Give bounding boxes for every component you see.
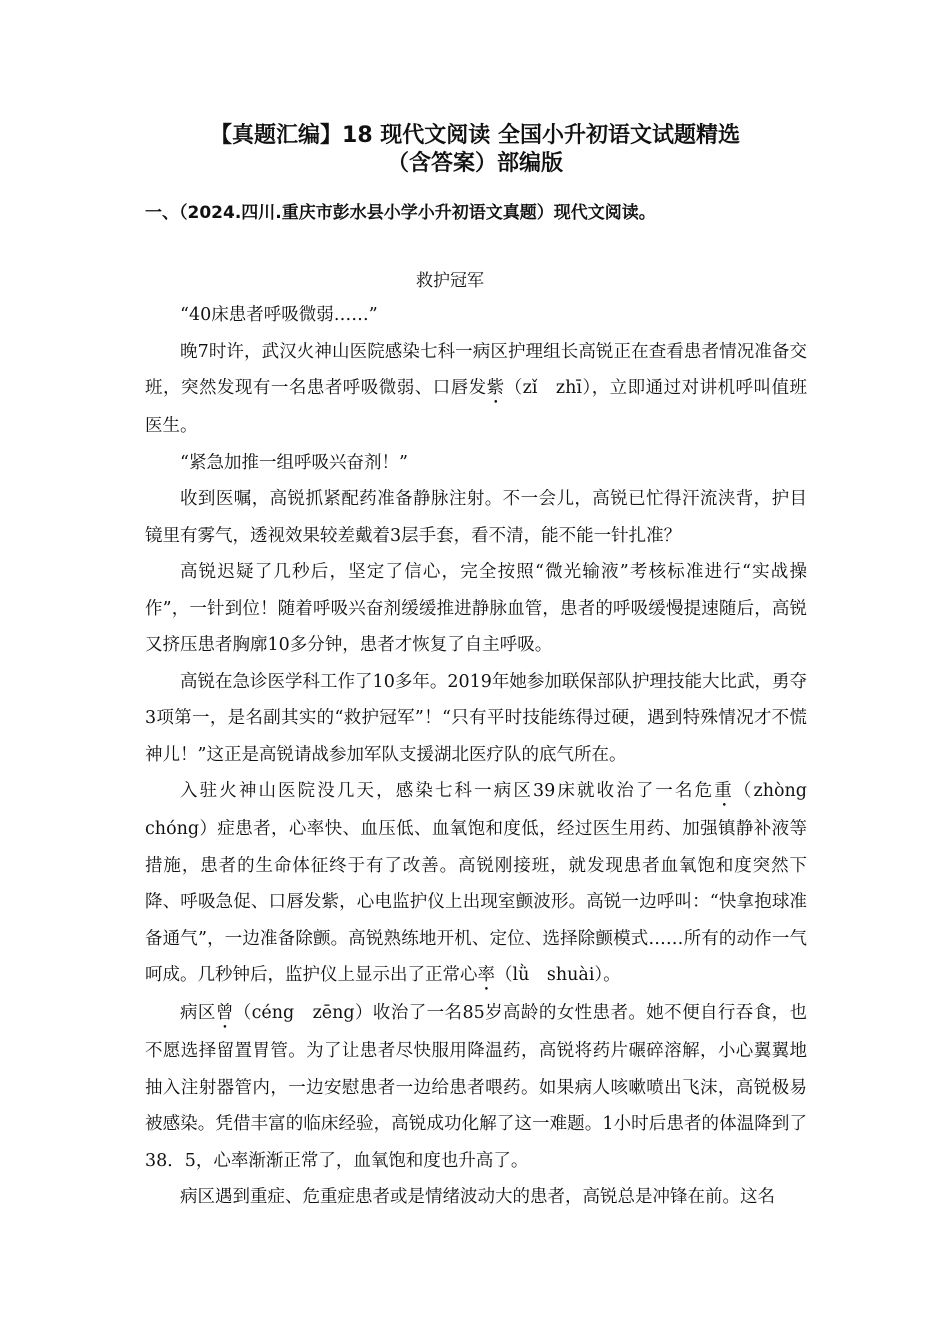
paragraph-9: 病区遇到重症、危重症患者或是情绪波动大的患者，高锐总是冲锋在前。这名 [180, 1187, 775, 1207]
article-body [145, 297, 825, 1216]
paragraph-7 [145, 773, 825, 995]
document-title-line-2: （含答案）部编版 [386, 151, 563, 176]
paragraph-5: 高锐迟疑了几秒后，坚定了信心，完全按照“微光输液”考核标准进行“实战操作”，一针到位！随着呼吸兴奋剂缓缓推进静脉血管，患者的呼吸缓慢提速随后，高锐又挤压患者胸廓10多分钟，患者才恢复了自主呼吸。 [145, 562, 807, 655]
paragraph-8-text-before: 病区 [180, 1003, 216, 1023]
paragraph-1: “40床患者呼吸微弱……” [180, 305, 378, 325]
paragraph-2 [145, 334, 807, 445]
paragraph-7-text-before: 入驻火神山医院没几天，感染七科一病区39床就收治了一名危 [180, 781, 715, 801]
paragraph-2-text-before: 晚7时许，武汉火神山医院感染七科一病区护理组长高锐正在查看患者情况准备交班，突然发现有一名患者呼吸微弱、口唇发 [145, 341, 807, 398]
paragraph-8-text-after: （céng zēng）收治了一名85岁高龄的女性患者。她不便自行吞食，也不愿选择留置胃管。为了让患者尽快服用降温药，高锐将药片碾碎溶解，小心翼翼地抽入注射器管内，一边安慰患者一边给患者喂药。如果病人咳嗽喷出飞沫，高锐极易被感染。凭借丰富的临床经验，高锐成功化解了这一难题。1小时后患者的体温降到了38．5，心率渐渐正常了，血氧饱和度也升高了。 [145, 1003, 807, 1171]
paragraph-4: 收到医嘱，高锐抓紧配药准备静脉注射。不一会儿，高锐已忙得汗流浃背，护目镜里有雾气，透视效果较差戴着3层手套，看不清，能不能一针扎准？ [145, 489, 807, 546]
dotted-character: 曾 [215, 1003, 234, 1023]
article-title: 救护冠军 [416, 271, 484, 291]
dotted-character: 紫 [486, 378, 505, 398]
paragraph-6: 高锐在急诊医学科工作了10多年。2019年她参加联保部队护理技能大比武，勇夺3项第一，是名副其实的“救护冠军”！“只有平时技能练得过硬，遇到特殊情况才不慌神儿！”这正是高锐请战参加军队支援湖北医疗队的底气所在。 [145, 671, 807, 765]
dotted-character: 率 [477, 965, 495, 985]
dotted-character: 重 [714, 781, 734, 801]
paragraph-2-text-after: （zǐ zhī），立即通过对讲机呼叫值班医生。 [145, 378, 808, 436]
paragraph-7-text-after: （lǜ shuài）。 [495, 965, 621, 985]
paragraph-3: “紧急加推一组呼吸兴奋剂！” [180, 452, 408, 473]
section-heading: 一、（2024.四川.重庆市彭水县小学小升初语文真题）现代文阅读。 [145, 203, 656, 223]
paragraph-7-text-middle: （zhòng chóng）症患者，心率快、血压低、血氧饱和度低，经过医生用药、加强镇静补液等措施，患者的生命体征终于有了改善。高锐刚接班，就发现患者血氧饱和度突然下降、呼吸急促、口唇发紫，心电监护仪上出现室颤波形。高锐一边呼叫：“快拿抱球准备通气”，一边准备除颤。高锐熟练地开机、定位、选择除颤模式……所有的动作一气呵成。几秒钟后，监护仪上显示出了正常心 [145, 781, 825, 985]
document-title-line-1: 【真题汇编】18 现代文阅读 全国小升初语文试题精选 [210, 123, 740, 148]
paragraph-8 [145, 995, 807, 1179]
